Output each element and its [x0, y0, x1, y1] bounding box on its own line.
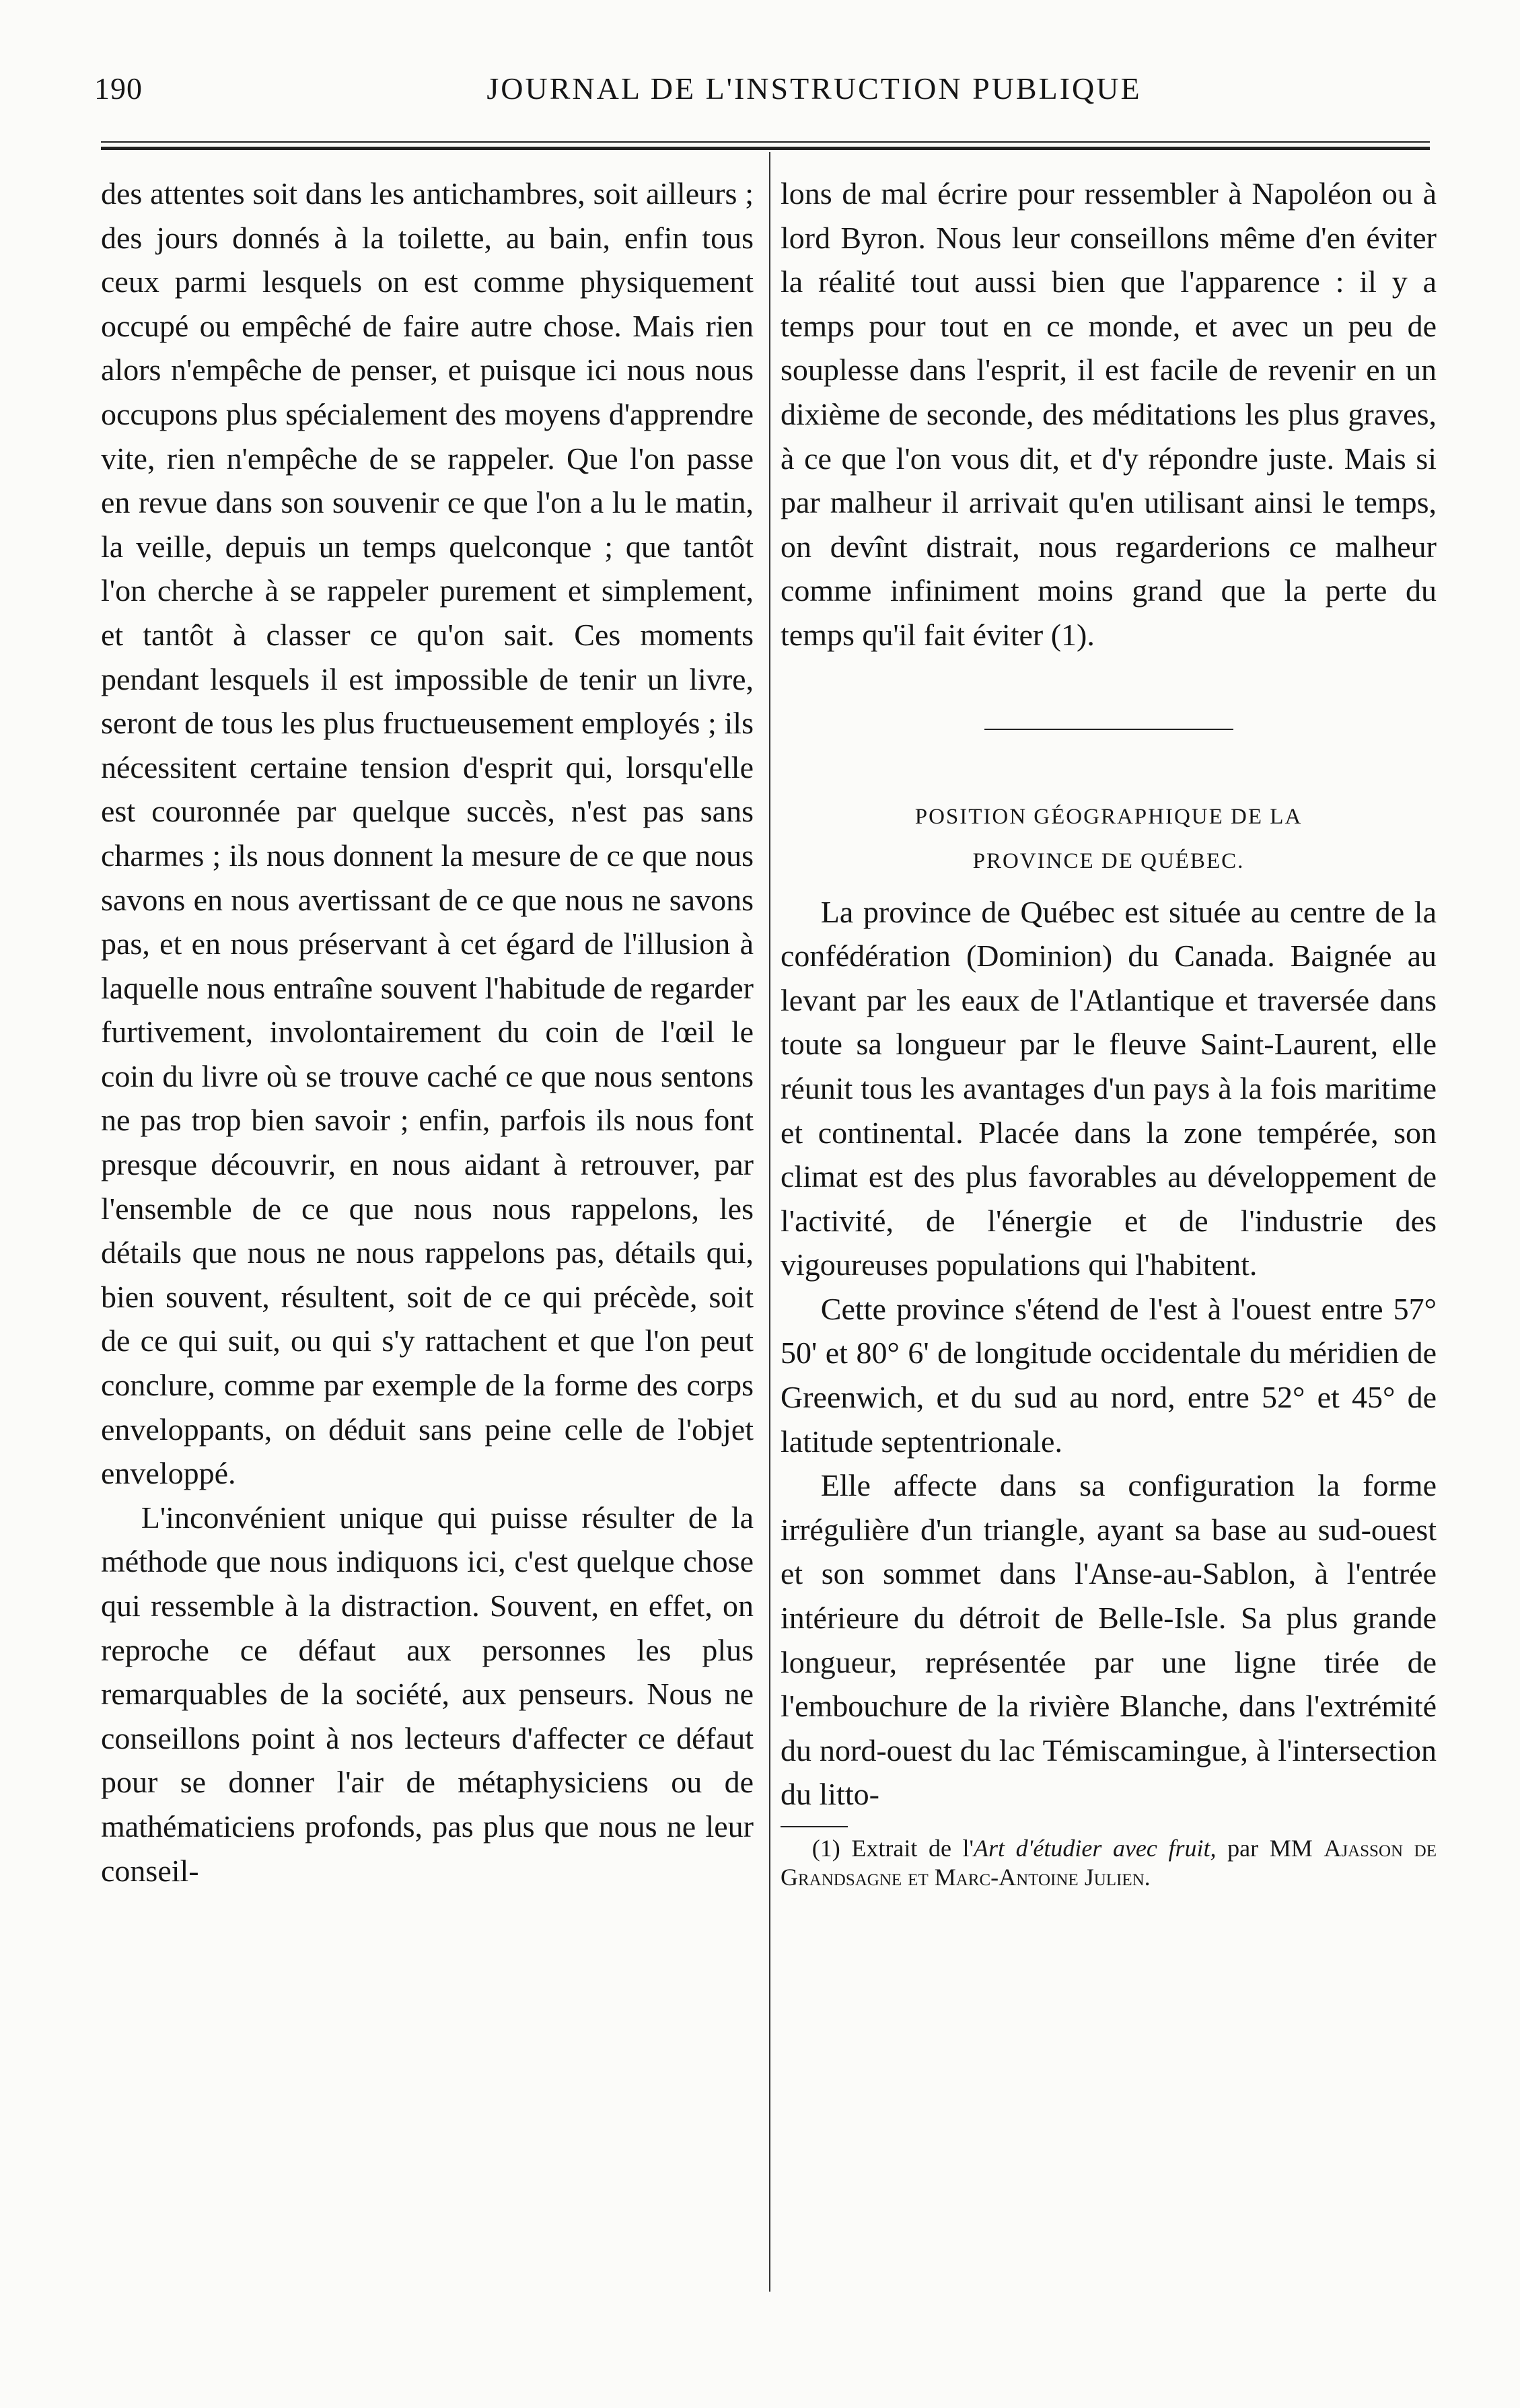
header-rule-thin [101, 141, 1430, 143]
right-paragraph-4: Elle affecte dans sa configuration la forme irrégulière d'un triangle, ayant sa base au sud-ouest et son sommet dans l'Anse-au-Sablon, à l'entrée intérieure du détroit de Belle-Isle. Sa plus grande longueur, représentée par une ligne tirée de l'embouchure de la rivière Blanche, dans l'extrémité du nord-ouest du lac Témiscamingue, à l'intersection du litto- [781, 1468, 1437, 1812]
section-title [781, 795, 1437, 883]
right-paragraph-1: lons de mal écrire pour ressembler à Napoléon ou à lord Byron. Nous leur conseillons même d'en éviter la réalité tout aussi bien que l'apparence : il y a temps pour tout en ce monde, et avec un peu de souplesse dans l'esprit, il est facile de revenir en un dixième de seconde, des méditations les plus graves, à ce que l'on vous dit, et d'y répondre juste. Mais si par malheur il arrivait qu'en utilisant ainsi le temps, on devînt distrait, nous regarderions ce malheur comme infiniment moins grand que la perte du temps qu'il fait éviter (1). [781, 176, 1437, 652]
right-paragraph-3: Cette province s'étend de l'est à l'ouest entre 57° 50' et 80° 6' de longitude occidentale du méridien de Greenwich, et du sud au nord, entre 52° et 45° de latitude septentrionale. [781, 1291, 1437, 1459]
section-title-line-1: POSITION GÉOGRAPHIQUE DE LA [914, 804, 1303, 829]
section-title-line-2: PROVINCE DE QUÉBEC. [972, 848, 1245, 873]
left-column [101, 172, 754, 1893]
header-rule-thick [101, 147, 1430, 150]
footnote-rule [781, 1826, 848, 1827]
column-divider [769, 152, 770, 2292]
left-paragraph-1: des attentes soit dans les antichambres, soit ailleurs ; des jours donnés à la toilette, au bain, enfin tous ceux parmi lesquels on est comme physiquement occupé ou empêché de faire autre chose. Mais rien alors n'empêche de penser, et puisque ici nous nous occupons plus spécialement des moyens d'apprendre vite, rien n'empêche de se rappeler. Que l'on passe en revue dans son souvenir ce que l'on a lu le matin, la veille, depuis un temps quelconque ; que tantôt l'on cherche à se rappeler purement et simplement, et tantôt à classer ce qu'on sait. Ces moments pendant lesquels il est impossible de tenir un livre, seront de tous les plus fructueusement employés ; ils nécessitent certaine tension d'esprit qui, lorsqu'elle est couronnée par quelque succès, n'est pas sans charmes ; ils nous donnent la mesure de ce que nous savons en nous avertissant de ce que nous ne savons pas, et en nous préservant à cet égard de l'illusion à laquelle nous entraîne souvent l'habitude de regarder furtivement, involontairement du coin de l'œil le coin du livre où se trouve caché ce que nous sentons ne pas trop bien savoir ; enfin, parfois ils nous font presque découvrir, en nous aidant à retrouver, par l'ensemble de ce que nous nous rappelons, les détails que nous ne nous rappelons pas, détails qui, bien souvent, résultent, soit de ce qui précède, soit de ce qui suit, ou qui s'y rattachent et que l'on peut conclure, comme par exemple de la forme des corps enveloppants, on déduit sans peine celle de l'objet enveloppé. [101, 176, 754, 1491]
footnote-authors: Ajasson de Grandsagne et Marc-Antoine Julien. [781, 1835, 1437, 1891]
page-header [94, 64, 1433, 124]
footnote-marker: (1) Extrait de l' [811, 1835, 974, 1862]
right-column [781, 172, 1437, 1892]
footnote-by: par MM [1216, 1835, 1324, 1862]
right-paragraph-2: La province de Québec est située au centre de la confédération (Dominion) du Canada. Baignée au levant par les eaux de l'Atlantique et traversée dans toute sa longueur par le fleuve Saint-Laurent, elle réunit tous les avantages d'un pays à la fois maritime et continental. Placée dans la zone tempérée, son climat est des plus favorables au développement de l'activité, de l'énergie et de l'industrie des vigoureuses populations qui l'habitent. [781, 894, 1437, 1282]
running-title: JOURNAL DE L'INSTRUCTION PUBLIQUE [486, 71, 1142, 106]
footnote-book-title: Art d'étudier avec fruit, [974, 1835, 1217, 1862]
page-number: 190 [94, 71, 143, 106]
footnote [781, 1834, 1437, 1892]
left-paragraph-2: L'inconvénient unique qui puisse résulter de la méthode que nous indiquons ici, c'est quelque chose qui ressemble à la distraction. Souvent, en effet, on reproche ce défaut aux personnes les plus remarquables de la société, aux penseurs. Nous ne conseillons point à nos lecteurs d'affecter ce défaut pour se donner l'air de métaphysiciens ou de mathématiciens profonds, pas plus que nous ne leur conseil- [101, 1500, 754, 1888]
section-separator-rule [984, 729, 1233, 730]
